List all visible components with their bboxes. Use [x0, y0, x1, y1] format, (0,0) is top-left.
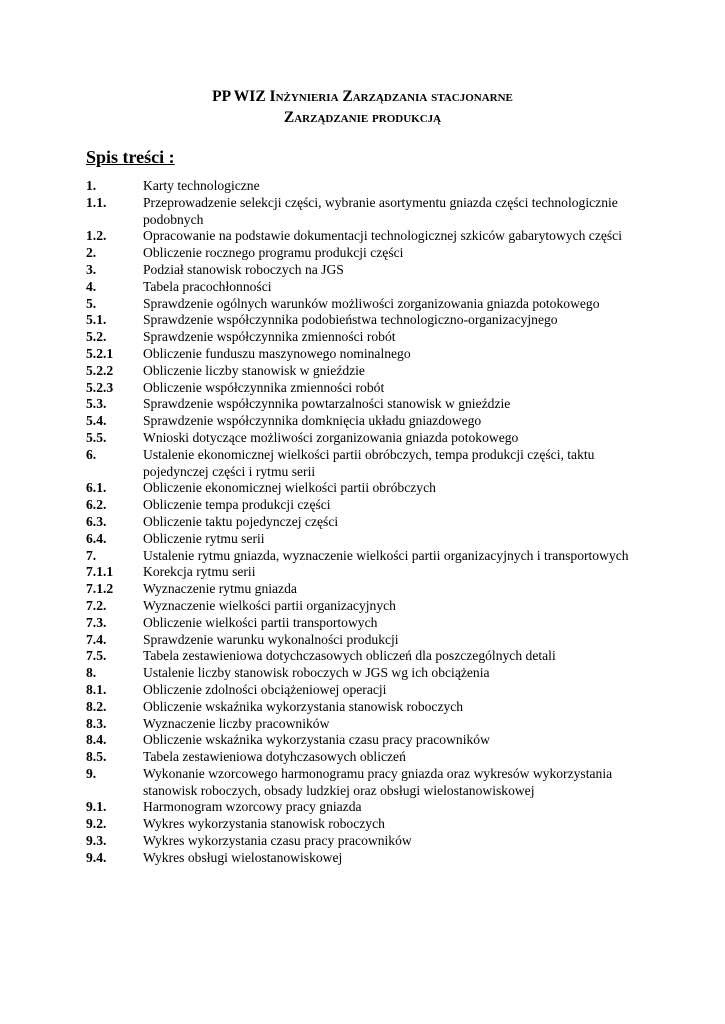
toc-entry: [86, 581, 646, 598]
toc-entry-text: Tabela pracochłonności: [143, 278, 272, 294]
toc-entry-number: 5.1.: [86, 312, 107, 328]
toc-entry-text: Karty technologiczne: [143, 178, 260, 193]
toc-entry-number: 5.2.1: [86, 345, 114, 361]
toc-entry-text: Obliczenie zdolności obciążeniowej operacji: [143, 681, 387, 697]
toc-entry-number: 9.: [86, 765, 97, 781]
toc-entry-number: 2.: [86, 245, 97, 261]
toc-entry-number: 6.: [86, 446, 97, 462]
toc-entry-number: 5.: [86, 295, 97, 311]
toc-entry-number: 8.5.: [86, 749, 107, 765]
toc-entry: [86, 833, 646, 850]
toc-entry-text: Sprawdzenie ogólnych warunków możliwości zorganizowania gniazda potokowego: [143, 295, 600, 311]
toc-entry-text: Wyznaczenie wielkości partii organizacyjnych: [143, 597, 396, 613]
toc-entry: [86, 699, 646, 716]
toc-entry: [86, 766, 646, 783]
toc-entry: [86, 447, 646, 481]
toc-entry: [86, 430, 646, 447]
toc-entry: [86, 732, 646, 749]
toc-entry-text: Sprawdzenie współczynnika domknięcia układu gniazdowego: [143, 413, 482, 429]
toc-entry-number: 5.2.2: [86, 362, 114, 378]
toc-entry-number: 5.4.: [86, 413, 107, 429]
toc-entry-text: Przeprowadzenie selekcji części, wybranie asortymentu gniazda części technologicznie podobnych: [143, 194, 618, 227]
toc-entry: [86, 329, 646, 346]
toc-entry-number: 7.3.: [86, 614, 107, 630]
toc-entry-number: [86, 783, 143, 800]
toc-entry-number: 5.2.3: [86, 379, 114, 395]
toc-entry: [86, 363, 646, 380]
toc-entry-text: Wnioski dotyczące możliwości zorganizowania gniazda potokowego: [143, 429, 519, 445]
toc-entry-number: 6.2.: [86, 497, 107, 513]
toc-entry-number: 1.: [86, 178, 97, 193]
toc-entry-text: Wykres wykorzystania czasu pracy pracowników: [143, 833, 412, 849]
toc-entry-text: Ustalenie ekonomicznej wielkości partii obróbczych, tempa produkcji części, taktu pojedynczej części i rytmu serii: [143, 446, 595, 479]
toc-entry-text: Obliczenie ekonomicznej wielkości partii obróbczych: [143, 480, 436, 496]
toc-entry: [86, 497, 646, 514]
toc-entry: [86, 514, 646, 531]
toc-entry-text: Obliczenie funduszu maszynowego nominalnego: [143, 345, 411, 361]
toc-entry: [86, 178, 646, 195]
toc-entry-number: 8.1.: [86, 681, 107, 697]
toc-entry-text: Obliczenie współczynnika zmienności robót: [143, 379, 385, 395]
toc-entry: [86, 564, 646, 581]
toc-entry-text: Obliczenie rytmu serii: [143, 530, 265, 546]
toc-entry-number: 7.: [86, 547, 97, 563]
toc-entry: [86, 615, 646, 632]
toc-entry: [86, 245, 646, 262]
toc-entry-text: Ustalenie liczby stanowisk roboczych w JGS wg ich obciążenia: [143, 665, 490, 681]
toc-entry: [86, 312, 646, 329]
toc-entry: [86, 648, 646, 665]
toc-entry-text: stanowisk roboczych, obsady ludzkiej oraz obsługi wielostanowiskowej: [143, 782, 535, 798]
toc-entry-number: 6.1.: [86, 480, 107, 496]
toc-entry-number: 7.2.: [86, 597, 107, 613]
toc-entry-text: Sprawdzenie współczynnika powtarzalności stanowisk w gnieździe: [143, 396, 511, 412]
toc-entry-text: Sprawdzenie współczynnika podobieństwa technologiczno-organizacyjnego: [143, 312, 558, 328]
toc-entry-number: 7.1.2: [86, 581, 114, 597]
toc-entry: [86, 413, 646, 430]
toc-entry-text: Obliczenie wskaźnika wykorzystania czasu pracy pracowników: [143, 732, 490, 748]
toc-entry-text: Korekcja rytmu serii: [143, 564, 256, 580]
toc-entry-number: 8.: [86, 665, 97, 681]
toc-entry-text: Tabela zestawieniowa dotychczasowych obliczeń dla poszczególnych detali: [143, 648, 556, 664]
toc-entry-number: 9.4.: [86, 849, 107, 865]
toc-entry-text: Opracowanie na podstawie dokumentacji technologicznej szkiców gabarytowych części: [143, 228, 622, 244]
toc-entry: [86, 296, 646, 313]
toc-entry-number: 5.5.: [86, 429, 107, 445]
toc-entry: [86, 262, 646, 279]
document-subtitle: Zarządzanie produkcją: [283, 109, 442, 126]
toc-entry-text: Wyznaczenie rytmu gniazda: [143, 581, 297, 597]
toc-entry-number: 9.3.: [86, 833, 107, 849]
toc-entry-number: 4.: [86, 278, 97, 294]
document-title: PP WIZ Inżynieria Zarządzania stacjonarne: [212, 88, 513, 105]
toc-entry: [86, 396, 646, 413]
toc-entry-number: 7.1.1: [86, 564, 114, 580]
toc-entry-text: Obliczenie wielkości partii transportowych: [143, 614, 378, 630]
toc-entry: [86, 682, 646, 699]
toc-entry: [86, 816, 646, 833]
toc-heading: Spis treści :: [86, 147, 175, 167]
toc-entry-text: Obliczenie wskaźnika wykorzystania stanowisk roboczych: [143, 698, 464, 714]
toc-entry-number: 8.2.: [86, 698, 107, 714]
toc-entry-number: 3.: [86, 261, 97, 277]
toc-entry-number: 1.1.: [86, 194, 107, 210]
toc-entry: [86, 346, 646, 363]
toc-entry-number: 7.4.: [86, 631, 107, 647]
toc-entry: [86, 598, 646, 615]
toc-entry-text: Obliczenie taktu pojedynczej części: [143, 513, 339, 529]
toc-entry: [86, 195, 646, 229]
toc-entry-number: 5.3.: [86, 396, 107, 412]
toc-entry-text: Podział stanowisk roboczych na JGS: [143, 261, 344, 277]
toc-entry-number: 6.3.: [86, 513, 107, 529]
toc-entry-text: Obliczenie tempa produkcji części: [143, 497, 331, 513]
toc-entry-text: Sprawdzenie współczynnika zmienności robót: [143, 329, 396, 345]
toc-entry: [86, 665, 646, 682]
toc-entry: [86, 548, 646, 565]
toc-entry-number: 1.2.: [86, 228, 107, 244]
toc-entry-number: 9.2.: [86, 816, 107, 832]
table-of-contents: [86, 178, 646, 867]
toc-entry-text: Wyznaczenie liczby pracowników: [143, 715, 330, 731]
toc-entry-text: Ustalenie rytmu gniazda, wyznaczenie wielkości partii organizacyjnych i transportowych: [143, 547, 629, 563]
toc-entry-number: 8.4.: [86, 732, 107, 748]
toc-entry: [86, 799, 646, 816]
toc-entry: [86, 279, 646, 296]
toc-entry-text: Wykonanie wzorcowego harmonogramu pracy gniazda oraz wykresów wykorzystania: [143, 765, 613, 781]
toc-entry: [86, 716, 646, 733]
toc-entry-text: Obliczenie liczby stanowisk w gnieździe: [143, 362, 365, 378]
toc-entry: [86, 783, 646, 800]
toc-entry-number: 5.2.: [86, 329, 107, 345]
toc-entry-text: Sprawdzenie warunku wykonalności produkcji: [143, 631, 399, 647]
toc-entry-text: Obliczenie rocznego programu produkcji części: [143, 245, 404, 261]
toc-entry-number: 6.4.: [86, 530, 107, 546]
toc-entry-text: Harmonogram wzorcowy pracy gniazda: [143, 799, 362, 815]
toc-entry-text: Tabela zestawieniowa dotyhczasowych obliczeń: [143, 749, 406, 765]
toc-entry-number: 9.1.: [86, 799, 107, 815]
toc-entry: [86, 749, 646, 766]
toc-entry-text: Wykres obsługi wielostanowiskowej: [143, 849, 343, 865]
toc-entry: [86, 228, 646, 245]
toc-entry-text: Wykres wykorzystania stanowisk roboczych: [143, 816, 385, 832]
toc-entry: [86, 480, 646, 497]
toc-entry: [86, 531, 646, 548]
toc-entry: [86, 850, 646, 867]
toc-entry-number: 8.3.: [86, 715, 107, 731]
toc-entry: [86, 380, 646, 397]
toc-entry: [86, 632, 646, 649]
toc-entry-number: 7.5.: [86, 648, 107, 664]
